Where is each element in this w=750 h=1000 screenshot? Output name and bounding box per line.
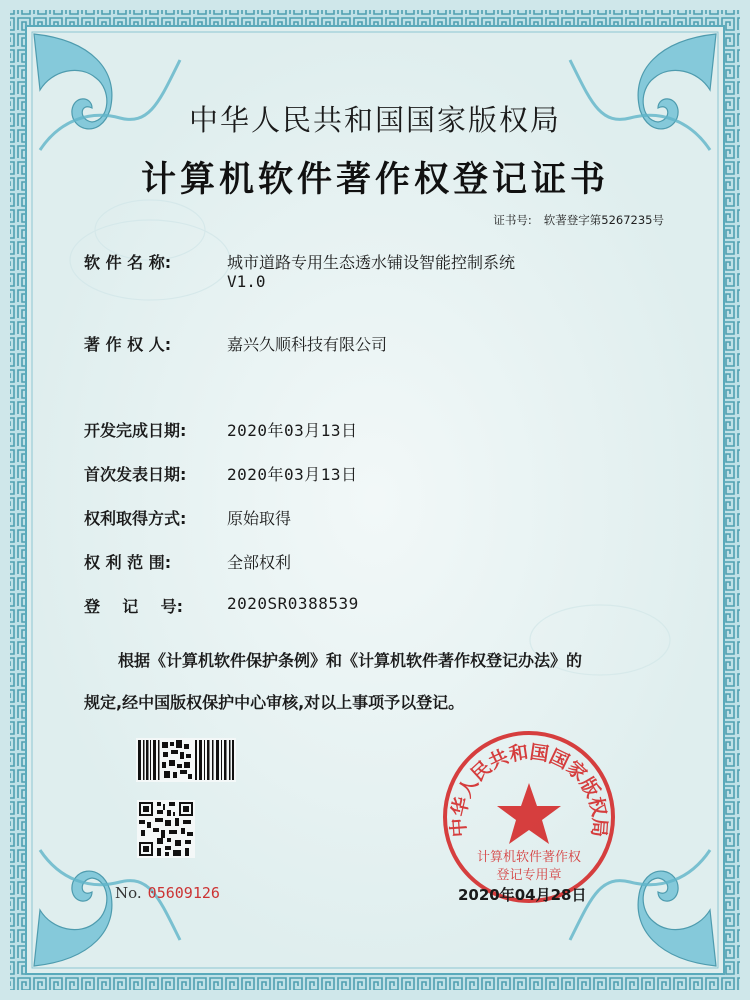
seal-ring-text: 中华人民共和国国家版权局 <box>447 741 611 838</box>
seal-line-1: 计算机软件著作权 <box>476 850 582 865</box>
field-label: 登 记 号: <box>84 597 183 616</box>
field-label: 软 件 名 称: <box>84 253 172 272</box>
serial-label: No. <box>115 884 142 902</box>
serial-value: 05609126 <box>147 884 220 902</box>
issue-date: 2020年04月28日 <box>458 886 587 904</box>
certificate-number <box>493 212 664 228</box>
field-value: 嘉兴久顺科技有限公司 <box>227 335 388 354</box>
field-label: 首次发表日期: <box>84 465 187 484</box>
serial-number <box>115 884 220 902</box>
field-value: 2020年03月13日 <box>227 421 358 440</box>
statement-line-1: 根据《计算机软件保护条例》和《计算机软件著作权登记办法》的 <box>118 651 583 670</box>
field-label: 著 作 权 人: <box>84 335 172 354</box>
field-label: 权 利 范 围: <box>84 553 172 572</box>
certificate-number-label: 证书号: <box>493 213 532 227</box>
issuing-authority: 中华人民共和国国家版权局 <box>188 103 561 137</box>
field-value: 2020SR0388539 <box>227 594 359 613</box>
certificate-number-value: 软著登字第5267235号 <box>543 213 664 227</box>
official-seal <box>440 728 618 906</box>
field-value: 2020年03月13日 <box>227 465 358 484</box>
field-value: 全部权利 <box>227 553 292 572</box>
seal-line-2: 登记专用章 <box>496 868 562 883</box>
statement-line-2: 规定,经中国版权保护中心审核,对以上事项予以登记。 <box>84 693 465 712</box>
field-value: 城市道路专用生态透水铺设智能控制系统 <box>227 253 516 272</box>
barcode <box>136 738 236 782</box>
field-value: 原始取得 <box>227 509 292 528</box>
field-label: 权利取得方式: <box>84 509 187 528</box>
software-version: V1.0 <box>227 272 266 291</box>
field-label: 开发完成日期: <box>84 421 187 440</box>
certificate-title: 计算机软件著作权登记证书 <box>140 159 609 200</box>
qr-code <box>137 800 195 858</box>
